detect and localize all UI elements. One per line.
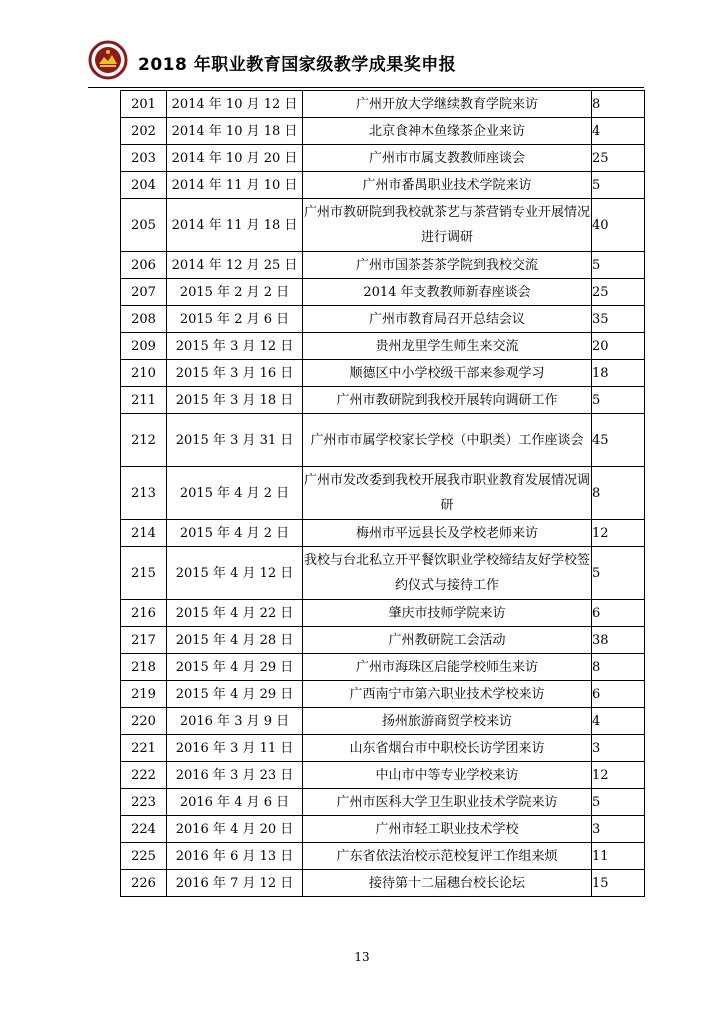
table-row bbox=[121, 843, 645, 870]
row-count: 8 bbox=[592, 654, 645, 681]
row-count: 11 bbox=[592, 843, 645, 870]
row-description: 2014 年支教教师新春座谈会 bbox=[303, 279, 592, 306]
row-number: 212 bbox=[121, 414, 167, 467]
row-number: 215 bbox=[121, 547, 167, 600]
row-number: 221 bbox=[121, 735, 167, 762]
reception-records-table bbox=[120, 90, 645, 897]
table-row bbox=[121, 735, 645, 762]
table-row bbox=[121, 145, 645, 172]
row-description: 扬州旅游商贸学校来访 bbox=[303, 708, 592, 735]
row-description: 梅州市平远县长及学校老师来访 bbox=[303, 520, 592, 547]
row-count: 15 bbox=[592, 870, 645, 897]
page-title: 2018 年职业教育国家级教学成果奖申报 bbox=[138, 55, 457, 75]
row-description: 广州市轻工职业技术学校 bbox=[303, 816, 592, 843]
row-number: 225 bbox=[121, 843, 167, 870]
row-number: 204 bbox=[121, 172, 167, 199]
row-description: 广州市发改委到我校开展我市职业教育发展情况调研 bbox=[303, 467, 592, 520]
row-description: 山东省烟台市中职校长访学团来访 bbox=[303, 735, 592, 762]
row-date: 2014 年 10 月 20 日 bbox=[167, 145, 303, 172]
table-row bbox=[121, 870, 645, 897]
row-date: 2015 年 4 月 22 日 bbox=[167, 600, 303, 627]
row-date: 2016 年 3 月 11 日 bbox=[167, 735, 303, 762]
row-date: 2015 年 2 月 2 日 bbox=[167, 279, 303, 306]
row-count: 40 bbox=[592, 199, 645, 252]
table-row bbox=[121, 360, 645, 387]
row-count: 3 bbox=[592, 816, 645, 843]
row-date: 2014 年 10 月 12 日 bbox=[167, 91, 303, 118]
row-number: 206 bbox=[121, 252, 167, 279]
row-date: 2016 年 4 月 6 日 bbox=[167, 789, 303, 816]
row-description: 北京食神木鱼缘茶企业来访 bbox=[303, 118, 592, 145]
row-count: 8 bbox=[592, 91, 645, 118]
row-date: 2015 年 2 月 6 日 bbox=[167, 306, 303, 333]
row-number: 222 bbox=[121, 762, 167, 789]
row-date: 2015 年 3 月 18 日 bbox=[167, 387, 303, 414]
row-description: 顺德区中小学校级干部来参观学习 bbox=[303, 360, 592, 387]
row-date: 2016 年 3 月 23 日 bbox=[167, 762, 303, 789]
row-count: 5 bbox=[592, 547, 645, 600]
school-emblem-icon bbox=[88, 40, 128, 80]
row-date: 2015 年 4 月 29 日 bbox=[167, 681, 303, 708]
row-date: 2016 年 7 月 12 日 bbox=[167, 870, 303, 897]
row-date: 2016 年 6 月 13 日 bbox=[167, 843, 303, 870]
row-number: 216 bbox=[121, 600, 167, 627]
table-row bbox=[121, 414, 645, 467]
row-date: 2016 年 4 月 20 日 bbox=[167, 816, 303, 843]
row-description: 广州市教研院到我校开展转向调研工作 bbox=[303, 387, 592, 414]
row-count: 4 bbox=[592, 118, 645, 145]
table-row bbox=[121, 708, 645, 735]
row-description: 广州教研院工会活动 bbox=[303, 627, 592, 654]
row-number: 220 bbox=[121, 708, 167, 735]
table-row bbox=[121, 816, 645, 843]
row-number: 201 bbox=[121, 91, 167, 118]
row-number: 217 bbox=[121, 627, 167, 654]
row-count: 6 bbox=[592, 600, 645, 627]
row-count: 25 bbox=[592, 279, 645, 306]
row-count: 45 bbox=[592, 414, 645, 467]
row-description: 广州市番禺职业技术学院来访 bbox=[303, 172, 592, 199]
row-count: 35 bbox=[592, 306, 645, 333]
row-description: 中山市中等专业学校来访 bbox=[303, 762, 592, 789]
row-count: 5 bbox=[592, 387, 645, 414]
row-count: 20 bbox=[592, 333, 645, 360]
row-count: 18 bbox=[592, 360, 645, 387]
table-row bbox=[121, 467, 645, 520]
row-count: 12 bbox=[592, 762, 645, 789]
row-count: 5 bbox=[592, 789, 645, 816]
page-number: 13 bbox=[354, 950, 370, 964]
row-date: 2014 年 11 月 18 日 bbox=[167, 199, 303, 252]
row-count: 8 bbox=[592, 467, 645, 520]
table-row bbox=[121, 789, 645, 816]
table-row bbox=[121, 199, 645, 252]
row-description: 广州市国茶荟茶学院到我校交流 bbox=[303, 252, 592, 279]
table-row bbox=[121, 252, 645, 279]
table-row bbox=[121, 118, 645, 145]
row-number: 205 bbox=[121, 199, 167, 252]
row-number: 211 bbox=[121, 387, 167, 414]
table-row bbox=[121, 762, 645, 789]
row-description: 广州市市属学校家长学校（中职类）工作座谈会 bbox=[303, 414, 592, 467]
row-date: 2014 年 12 月 25 日 bbox=[167, 252, 303, 279]
row-description: 肇庆市技师学院来访 bbox=[303, 600, 592, 627]
row-number: 202 bbox=[121, 118, 167, 145]
row-date: 2015 年 3 月 16 日 bbox=[167, 360, 303, 387]
row-number: 207 bbox=[121, 279, 167, 306]
row-date: 2015 年 3 月 31 日 bbox=[167, 414, 303, 467]
table-row bbox=[121, 91, 645, 118]
row-date: 2015 年 4 月 28 日 bbox=[167, 627, 303, 654]
row-description: 广州市医科大学卫生职业技术学院来访 bbox=[303, 789, 592, 816]
row-number: 209 bbox=[121, 333, 167, 360]
table-row bbox=[121, 306, 645, 333]
row-count: 38 bbox=[592, 627, 645, 654]
row-date: 2014 年 10 月 18 日 bbox=[167, 118, 303, 145]
table-row bbox=[121, 279, 645, 306]
row-description: 广州市教育局召开总结会议 bbox=[303, 306, 592, 333]
row-date: 2016 年 3 月 9 日 bbox=[167, 708, 303, 735]
row-number: 214 bbox=[121, 520, 167, 547]
row-date: 2015 年 4 月 12 日 bbox=[167, 547, 303, 600]
row-number: 213 bbox=[121, 467, 167, 520]
table-row bbox=[121, 627, 645, 654]
row-number: 218 bbox=[121, 654, 167, 681]
row-date: 2014 年 11 月 10 日 bbox=[167, 172, 303, 199]
table-row bbox=[121, 547, 645, 600]
row-count: 5 bbox=[592, 252, 645, 279]
row-count: 25 bbox=[592, 145, 645, 172]
row-number: 208 bbox=[121, 306, 167, 333]
row-count: 5 bbox=[592, 172, 645, 199]
row-number: 203 bbox=[121, 145, 167, 172]
row-description: 广州市教研院到我校就茶艺与茶营销专业开展情况进行调研 bbox=[303, 199, 592, 252]
table-row bbox=[121, 600, 645, 627]
table-row bbox=[121, 172, 645, 199]
table-row bbox=[121, 520, 645, 547]
table-row bbox=[121, 333, 645, 360]
table-row bbox=[121, 654, 645, 681]
page-header bbox=[88, 40, 648, 88]
header-divider bbox=[88, 87, 644, 88]
row-number: 223 bbox=[121, 789, 167, 816]
row-description: 接待第十二届穗台校长论坛 bbox=[303, 870, 592, 897]
row-number: 224 bbox=[121, 816, 167, 843]
row-number: 210 bbox=[121, 360, 167, 387]
row-description: 广州市市属支教教师座谈会 bbox=[303, 145, 592, 172]
row-date: 2015 年 4 月 2 日 bbox=[167, 467, 303, 520]
row-description: 广州开放大学继续教育学院来访 bbox=[303, 91, 592, 118]
row-date: 2015 年 3 月 12 日 bbox=[167, 333, 303, 360]
row-count: 12 bbox=[592, 520, 645, 547]
row-date: 2015 年 4 月 2 日 bbox=[167, 520, 303, 547]
row-description: 广东省依法治校示范校复评工作组来烦 bbox=[303, 843, 592, 870]
row-number: 226 bbox=[121, 870, 167, 897]
row-description: 广西南宁市第六职业技术学校来访 bbox=[303, 681, 592, 708]
row-description: 广州市海珠区启能学校师生来访 bbox=[303, 654, 592, 681]
row-description: 贵州龙里学生师生来交流 bbox=[303, 333, 592, 360]
row-number: 219 bbox=[121, 681, 167, 708]
row-count: 4 bbox=[592, 708, 645, 735]
table-row bbox=[121, 681, 645, 708]
row-count: 3 bbox=[592, 735, 645, 762]
row-description: 我校与台北私立开平餐饮职业学校缔结友好学校签约仪式与接待工作 bbox=[303, 547, 592, 600]
row-date: 2015 年 4 月 29 日 bbox=[167, 654, 303, 681]
table-row bbox=[121, 387, 645, 414]
row-count: 6 bbox=[592, 681, 645, 708]
